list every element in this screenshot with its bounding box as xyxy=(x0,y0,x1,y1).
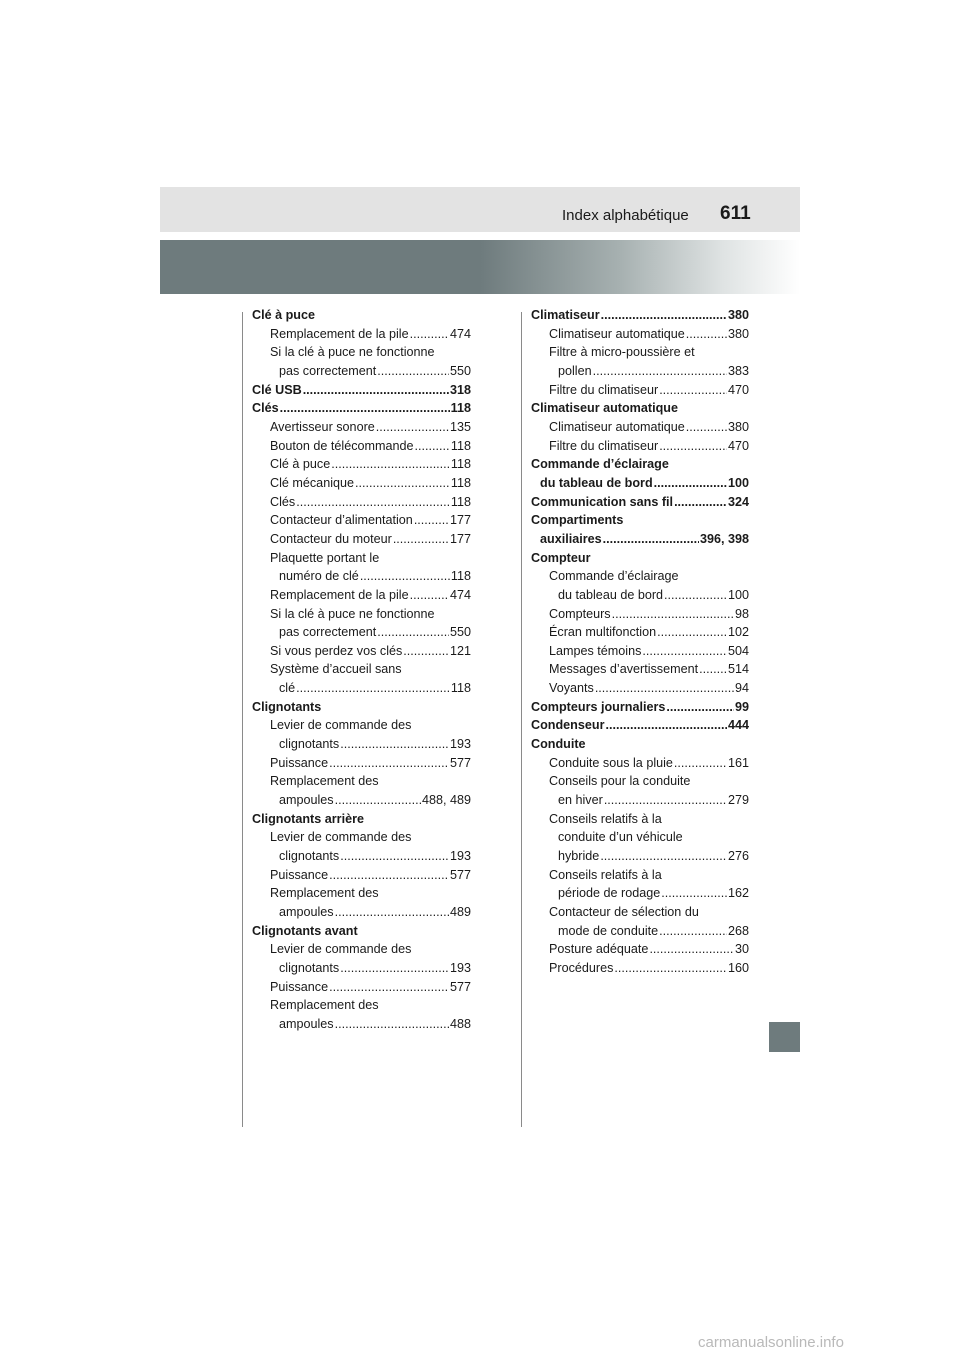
index-entry xyxy=(252,772,471,791)
index-entry xyxy=(531,530,749,549)
index-entry-page: 162 xyxy=(727,886,749,901)
index-entry-text: Levier de commande des xyxy=(270,942,412,957)
index-entry-page: 488, 489 xyxy=(421,793,471,808)
dot-leader xyxy=(603,530,699,549)
index-entry xyxy=(252,474,471,493)
index-entry-page: 193 xyxy=(449,737,471,752)
index-entry xyxy=(531,922,749,941)
index-entry-text: Clés xyxy=(270,494,296,509)
index-entry-text: conduite d’un véhicule xyxy=(558,830,683,845)
index-entry-page: 474 xyxy=(449,587,471,602)
index-entry-text: Levier de commande des xyxy=(270,718,412,733)
index-entry xyxy=(252,493,471,512)
dot-leader xyxy=(303,381,449,400)
index-entry-page: 121 xyxy=(449,643,471,658)
watermark: carmanualsonline.info xyxy=(698,1334,844,1351)
index-entry-page: 276 xyxy=(727,849,749,864)
index-entry-text: Contacteur d’alimentation xyxy=(270,513,413,528)
dot-leader xyxy=(331,455,450,474)
index-entry-text: en hiver xyxy=(558,793,603,808)
index-entry-text: Puissance xyxy=(270,979,329,994)
section-title: Index alphabétique xyxy=(562,207,689,224)
index-entry-text: Clignotants arrière xyxy=(252,811,364,826)
dot-leader xyxy=(329,866,449,885)
dot-leader xyxy=(654,474,727,493)
index-entry xyxy=(252,399,471,418)
index-entry xyxy=(531,455,749,474)
index-entry-text: Remplacement des xyxy=(270,998,379,1013)
index-entry-text: Filtre à micro-poussière et xyxy=(549,345,695,360)
dot-leader xyxy=(601,306,727,325)
index-entry xyxy=(252,903,471,922)
index-entry-text: Climatiseur automatique xyxy=(549,419,685,434)
index-entry-text: Commande d’éclairage xyxy=(549,569,679,584)
section-tab-marker xyxy=(769,1022,800,1052)
index-entry xyxy=(252,567,471,586)
header-gradient-band xyxy=(160,240,800,294)
dot-leader xyxy=(664,586,727,605)
index-entry xyxy=(252,530,471,549)
index-entry-text: Si la clé à puce ne fonctionne xyxy=(270,606,435,621)
index-entry-text: Climatiseur xyxy=(531,308,600,322)
index-entry-page: 474 xyxy=(449,326,471,341)
index-entry-text: Conseils relatifs à la xyxy=(549,867,662,882)
index-entry-text: pas correctement xyxy=(279,625,377,640)
index-entry xyxy=(252,735,471,754)
index-entry-text: Filtre du climatiseur xyxy=(549,382,659,397)
dot-leader xyxy=(403,642,449,661)
index-entry-page: 577 xyxy=(449,755,471,770)
index-entry xyxy=(252,791,471,810)
index-entry-text: Compartiments xyxy=(531,513,624,528)
index-entry xyxy=(531,381,749,400)
index-entry-text: Clignotants avant xyxy=(252,923,358,938)
dot-leader xyxy=(393,530,449,549)
index-entry-page: 279 xyxy=(727,793,749,808)
index-entry xyxy=(531,642,749,661)
index-entry-page: 577 xyxy=(449,867,471,882)
index-entry-text: Communication sans fil xyxy=(531,494,674,509)
index-entry-page: 444 xyxy=(727,718,749,733)
index-entry xyxy=(531,586,749,605)
dot-leader xyxy=(329,754,449,773)
index-entry-page: 160 xyxy=(727,960,749,975)
index-entry-text: hybride xyxy=(558,849,600,864)
index-entry xyxy=(531,623,749,642)
index-entry-text: Puissance xyxy=(270,867,329,882)
index-entry-text: pollen xyxy=(558,363,592,378)
index-entry-text: Procédures xyxy=(549,960,614,975)
index-entry xyxy=(252,642,471,661)
dot-leader xyxy=(593,362,727,381)
index-entry xyxy=(531,362,749,381)
index-entry-page: 99 xyxy=(734,699,749,714)
dot-leader xyxy=(355,474,450,493)
index-entry-text: Contacteur de sélection du xyxy=(549,905,699,919)
index-entry xyxy=(252,978,471,997)
dot-leader xyxy=(600,847,727,866)
dot-leader xyxy=(674,493,727,512)
index-entry-text: Commande d’éclairage xyxy=(531,457,669,472)
index-entry xyxy=(252,1015,471,1034)
left-column-rule xyxy=(242,312,243,1127)
index-entry-text: Voyants xyxy=(549,681,594,696)
index-entry xyxy=(252,716,471,735)
index-column-right xyxy=(531,306,749,978)
index-entry-text: numéro de clé xyxy=(279,569,359,584)
index-entry xyxy=(252,381,471,400)
index-entry xyxy=(252,922,471,941)
index-entry-text: Remplacement des xyxy=(270,886,379,901)
index-entry-page: 514 xyxy=(727,662,749,677)
index-entry-text: Clé à puce xyxy=(252,308,315,322)
dot-leader xyxy=(335,903,449,922)
index-entry xyxy=(252,754,471,773)
index-entry xyxy=(531,549,749,568)
index-entry-page: 550 xyxy=(449,625,471,640)
dot-leader xyxy=(410,325,449,344)
index-entry-page: 177 xyxy=(449,513,471,528)
index-entry-page: 177 xyxy=(449,531,471,546)
index-entry xyxy=(531,791,749,810)
dot-leader xyxy=(377,362,449,381)
index-entry-page: 489 xyxy=(449,905,471,919)
dot-leader xyxy=(415,437,450,456)
index-entry xyxy=(531,698,749,717)
index-entry xyxy=(252,810,471,829)
page-number: 611 xyxy=(720,203,751,224)
index-entry xyxy=(531,884,749,903)
dot-leader xyxy=(414,511,449,530)
index-entry xyxy=(531,567,749,586)
index-entry xyxy=(252,959,471,978)
dot-leader xyxy=(296,679,450,698)
index-entry-text: période de rodage xyxy=(558,886,661,901)
index-entry-text: Clignotants xyxy=(252,699,322,714)
index-entry xyxy=(252,847,471,866)
index-entry-page: 118 xyxy=(450,457,471,472)
index-entry-text: ampoules xyxy=(279,1016,334,1031)
index-entry-page: 102 xyxy=(727,625,749,640)
index-entry-text: clé xyxy=(279,681,296,696)
index-entry xyxy=(531,847,749,866)
index-entry xyxy=(531,940,749,959)
index-entry xyxy=(252,586,471,605)
index-entry-page: 380 xyxy=(727,419,749,434)
dot-leader xyxy=(335,1015,449,1034)
index-entry-text: Clé mécanique xyxy=(270,475,355,490)
index-entry-text: Compteurs journaliers xyxy=(531,699,666,714)
index-entry xyxy=(252,679,471,698)
dot-leader xyxy=(340,735,449,754)
index-entry xyxy=(252,306,471,325)
index-entry-page: 324 xyxy=(727,494,749,509)
index-entry xyxy=(531,772,749,791)
index-entry-page: 94 xyxy=(734,681,749,696)
index-entry-page: 98 xyxy=(734,606,749,621)
dot-leader xyxy=(335,791,421,810)
index-entry xyxy=(531,325,749,344)
index-entry xyxy=(252,828,471,847)
index-entry-text: Climatiseur automatique xyxy=(549,326,685,341)
index-entry-page: 470 xyxy=(727,438,749,453)
index-entry-text: Clé USB xyxy=(252,382,302,397)
index-entry-page: 550 xyxy=(449,363,471,378)
index-entry-text: Compteur xyxy=(531,550,591,565)
index-entry-text: Écran multifonction xyxy=(549,625,657,640)
index-entry xyxy=(531,716,749,735)
index-entry-page: 118 xyxy=(450,569,471,584)
dot-leader xyxy=(686,325,727,344)
index-entry-page: 193 xyxy=(449,960,471,975)
index-entry xyxy=(531,399,749,418)
index-entry-text: mode de conduite xyxy=(558,923,659,938)
index-entry-page: 161 xyxy=(727,755,749,770)
middle-column-rule xyxy=(521,312,522,1127)
index-entry-text: Conseils pour la conduite xyxy=(549,774,691,789)
index-entry xyxy=(252,455,471,474)
index-entry xyxy=(252,698,471,717)
index-entry-page: 135 xyxy=(449,419,471,434)
index-entry-page: 396, 398 xyxy=(699,531,749,546)
dot-leader xyxy=(604,791,727,810)
dot-leader xyxy=(296,493,450,512)
dot-leader xyxy=(280,399,450,418)
index-entry xyxy=(531,828,749,847)
index-entry xyxy=(252,605,471,624)
index-entry-text: Lampes témoins xyxy=(549,643,642,658)
index-entry-page: 30 xyxy=(734,942,749,957)
index-entry-text: du tableau de bord xyxy=(540,475,653,490)
index-entry-text: clignotants xyxy=(279,849,340,864)
dot-leader xyxy=(666,698,734,717)
index-entry-text: Bouton de télécommande xyxy=(270,438,414,453)
index-entry xyxy=(531,810,749,829)
index-entry-text: Posture adéquate xyxy=(549,942,649,957)
index-entry xyxy=(531,474,749,493)
index-entry-text: Conduite xyxy=(531,737,586,752)
index-entry-page: 380 xyxy=(727,308,749,322)
dot-leader xyxy=(360,567,450,586)
index-entry-text: Climatiseur automatique xyxy=(531,401,678,416)
index-entry-page: 488 xyxy=(449,1016,471,1031)
index-entry-text: Condenseur xyxy=(531,718,605,733)
index-entry xyxy=(531,866,749,885)
index-entry-text: clignotants xyxy=(279,960,340,975)
dot-leader xyxy=(642,642,727,661)
index-entry-text: Conseils relatifs à la xyxy=(549,811,662,826)
index-entry xyxy=(252,623,471,642)
index-entry-page: 118 xyxy=(450,681,471,696)
index-entry-text: Levier de commande des xyxy=(270,830,412,845)
index-entry-page: 318 xyxy=(449,382,471,397)
index-entry-text: Remplacement de la pile xyxy=(270,587,409,602)
index-entry-text: Messages d’avertissement xyxy=(549,662,699,677)
index-entry xyxy=(531,903,749,922)
index-entry-page: 193 xyxy=(449,849,471,864)
dot-leader xyxy=(649,940,734,959)
index-entry-text: Si vous perdez vos clés xyxy=(270,643,403,658)
index-entry-text: Plaquette portant le xyxy=(270,550,380,565)
index-entry xyxy=(252,884,471,903)
index-entry-text: ampoules xyxy=(279,905,334,919)
index-entry-text: Puissance xyxy=(270,755,329,770)
index-entry xyxy=(531,660,749,679)
index-entry xyxy=(531,754,749,773)
dot-leader xyxy=(659,922,727,941)
index-entry-text: auxiliaires xyxy=(540,531,602,546)
dot-leader xyxy=(661,884,727,903)
index-entry-page: 268 xyxy=(727,923,749,938)
dot-leader xyxy=(614,959,727,978)
index-entry xyxy=(252,660,471,679)
dot-leader xyxy=(659,437,727,456)
index-entry-text: ampoules xyxy=(279,793,334,808)
dot-leader xyxy=(699,660,727,679)
index-entry xyxy=(252,996,471,1015)
index-entry-page: 100 xyxy=(727,475,749,490)
index-entry-page: 577 xyxy=(449,979,471,994)
index-entry xyxy=(252,362,471,381)
index-entry-page: 118 xyxy=(450,475,471,490)
dot-leader xyxy=(376,418,449,437)
index-entry-page: 118 xyxy=(450,401,471,416)
index-entry xyxy=(531,343,749,362)
dot-leader xyxy=(340,847,449,866)
index-entry xyxy=(252,418,471,437)
index-entry-text: Filtre du climatiseur xyxy=(549,438,659,453)
index-entry xyxy=(531,605,749,624)
header-bar xyxy=(160,187,800,232)
index-entry xyxy=(252,343,471,362)
index-entry xyxy=(252,325,471,344)
index-entry-text: pas correctement xyxy=(279,363,377,378)
index-entry xyxy=(531,437,749,456)
index-entry-text: Si la clé à puce ne fonctionne xyxy=(270,345,435,360)
index-entry-page: 118 xyxy=(450,438,471,453)
index-entry xyxy=(531,679,749,698)
index-entry-text: Compteurs xyxy=(549,606,611,621)
index-entry xyxy=(252,437,471,456)
index-entry-text: Conduite sous la pluie xyxy=(549,755,673,770)
index-entry xyxy=(252,866,471,885)
index-entry-page: 383 xyxy=(727,363,749,378)
index-entry-text: du tableau de bord xyxy=(558,587,664,602)
index-entry-page: 504 xyxy=(727,643,749,658)
dot-leader xyxy=(686,418,727,437)
dot-leader xyxy=(612,605,734,624)
index-entry-text: Avertisseur sonore xyxy=(270,419,375,434)
index-entry-text: Contacteur du moteur xyxy=(270,531,392,546)
index-entry-page: 100 xyxy=(727,587,749,602)
dot-leader xyxy=(657,623,727,642)
dot-leader xyxy=(340,959,449,978)
dot-leader xyxy=(674,754,727,773)
index-entry-page: 118 xyxy=(450,494,471,509)
dot-leader xyxy=(410,586,449,605)
index-column-left xyxy=(252,306,471,1034)
index-entry xyxy=(531,735,749,754)
index-entry-text: Clés xyxy=(252,401,279,416)
index-entry-text: Remplacement des xyxy=(270,774,379,789)
index-entry xyxy=(252,940,471,959)
dot-leader xyxy=(659,381,727,400)
dot-leader xyxy=(377,623,449,642)
index-entry xyxy=(531,511,749,530)
dot-leader xyxy=(329,978,449,997)
dot-leader xyxy=(595,679,734,698)
index-entry xyxy=(252,511,471,530)
index-entry-text: Système d’accueil sans xyxy=(270,662,402,677)
index-entry-text: Clé à puce xyxy=(270,457,331,472)
index-entry xyxy=(531,418,749,437)
index-entry-text: Remplacement de la pile xyxy=(270,326,409,341)
index-entry xyxy=(252,549,471,568)
index-entry-text: clignotants xyxy=(279,737,340,752)
index-entry xyxy=(531,493,749,512)
index-entry xyxy=(531,306,749,325)
index-entry-page: 470 xyxy=(727,382,749,397)
index-entry xyxy=(531,959,749,978)
index-entry-page: 380 xyxy=(727,326,749,341)
dot-leader xyxy=(605,716,727,735)
